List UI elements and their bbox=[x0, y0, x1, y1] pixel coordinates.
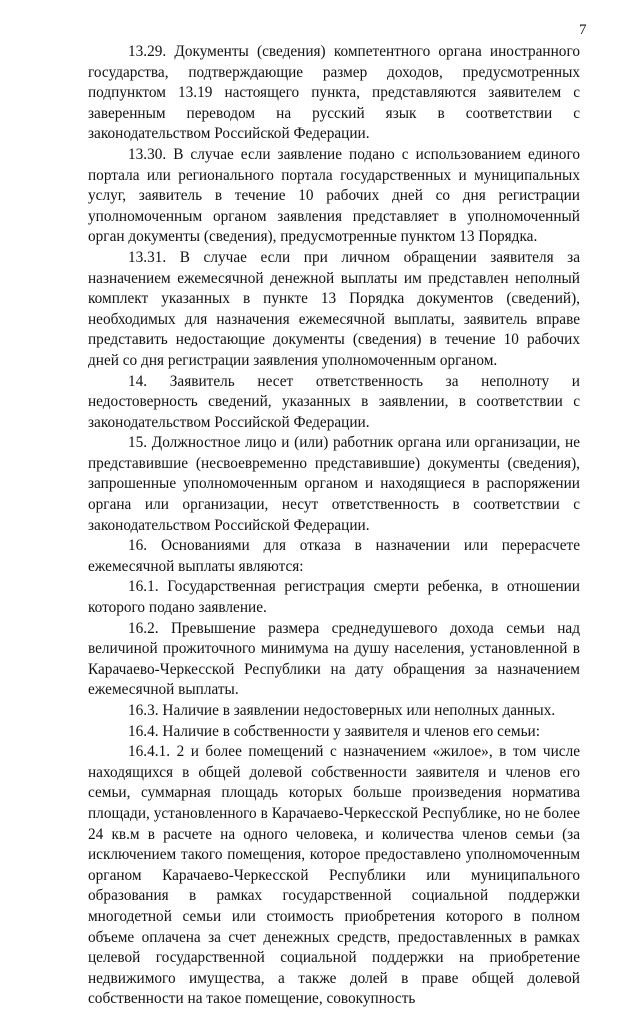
paragraph-15: 15. Должностное лицо и (или) работник органа или организации, не представившие (несвоевременно представившие) документы (сведения), запрошенные уполномоченным органом и находящиеся в распоряжении органа или организации, несут ответственность в соответствии с законодательством Российской Федерации. bbox=[88, 434, 580, 534]
paragraph-16: 16. Основаниями для отказа в назначении или перерасчете ежемесячной выплаты являются: bbox=[88, 537, 580, 575]
paragraph-16-4: 16.4. Наличие в собственности у заявителя и членов его семьи: bbox=[128, 722, 540, 740]
paragraph-16-3: 16.3. Наличие в заявлении недостоверных или неполных данных. bbox=[128, 702, 556, 719]
paragraph-16-2: 16.2. Превышение размера среднедушевого дохода семьи над величиной прожиточного минимума на душу населения, установленной в Карачаево-Черкесской Республики на дату обращения за назначением ежемесячной выплаты. bbox=[88, 619, 580, 699]
paragraph-13-30: 13.30. В случае если заявление подано с использованием единого портала или регионального портала государственных и муниципальных услуг, заявитель в течение 10 рабочих дней со дня регистрации уполномоченным органом заявления представляет в уполномоченный орган документы (сведения), предусмотренные пунктом 13 Порядка. bbox=[88, 145, 580, 246]
paragraph-14: 14. Заявитель несет ответственность за неполноту и недостоверность сведений, указанных в заявлении, в соответствии с законодательством Российской Федерации. bbox=[88, 372, 580, 431]
page-number: 7 bbox=[579, 22, 587, 38]
paragraph-16-1: 16.1. Государственная регистрация смерти ребенка, в отношении которого подано заявление. bbox=[88, 578, 580, 617]
paragraph-16-4-1: 16.4.1. 2 и более помещений с назначением «жилое», в том числе находящихся в общей долевой собственности заявителя и членов его семьи, суммарная площадь которых больше произведения норматива площади, установленного в Карачаево-Черкесской Республике, но не более 24 кв.м в расчете на одного человека, и количества членов семьи (за исключением такого помещения, которое предоставлено уполномоченным органом Карачаево-Черкесской Республики или муниципального образования в рамках государственной социальной поддержки многодетной семьи или стоимость приобретения которого в полном объеме оплачена за счет денежных средств, предоставленных в рамках целевой государственной социальной поддержки на приобретение недвижимого имущества, а также долей в праве общей долевой собственности на такое помещение, совокупность bbox=[88, 743, 580, 1008]
document-body bbox=[88, 42, 580, 1010]
paragraph-13-29: 13.29. Документы (сведения) компетентного органа иностранного государства, подтверждающие размер доходов, предусмотренных подпунктом 13.19 настоящего пункта, представляются заявителем с заверенным переводом на русский язык в соответствии с законодательством Российской Федерации. bbox=[88, 43, 580, 143]
paragraph-13-31: 13.31. В случае если при личном обращении заявителя за назначением ежемесячной денежной выплаты им представлен неполный комплект указанных в пункте 13 Порядка документов (сведений), необходимых для назначения ежемесячной выплаты, заявитель вправе представить недостающие документы (сведения) в течение 10 рабочих дней со дня регистрации заявления уполномоченным органом. bbox=[88, 248, 580, 369]
